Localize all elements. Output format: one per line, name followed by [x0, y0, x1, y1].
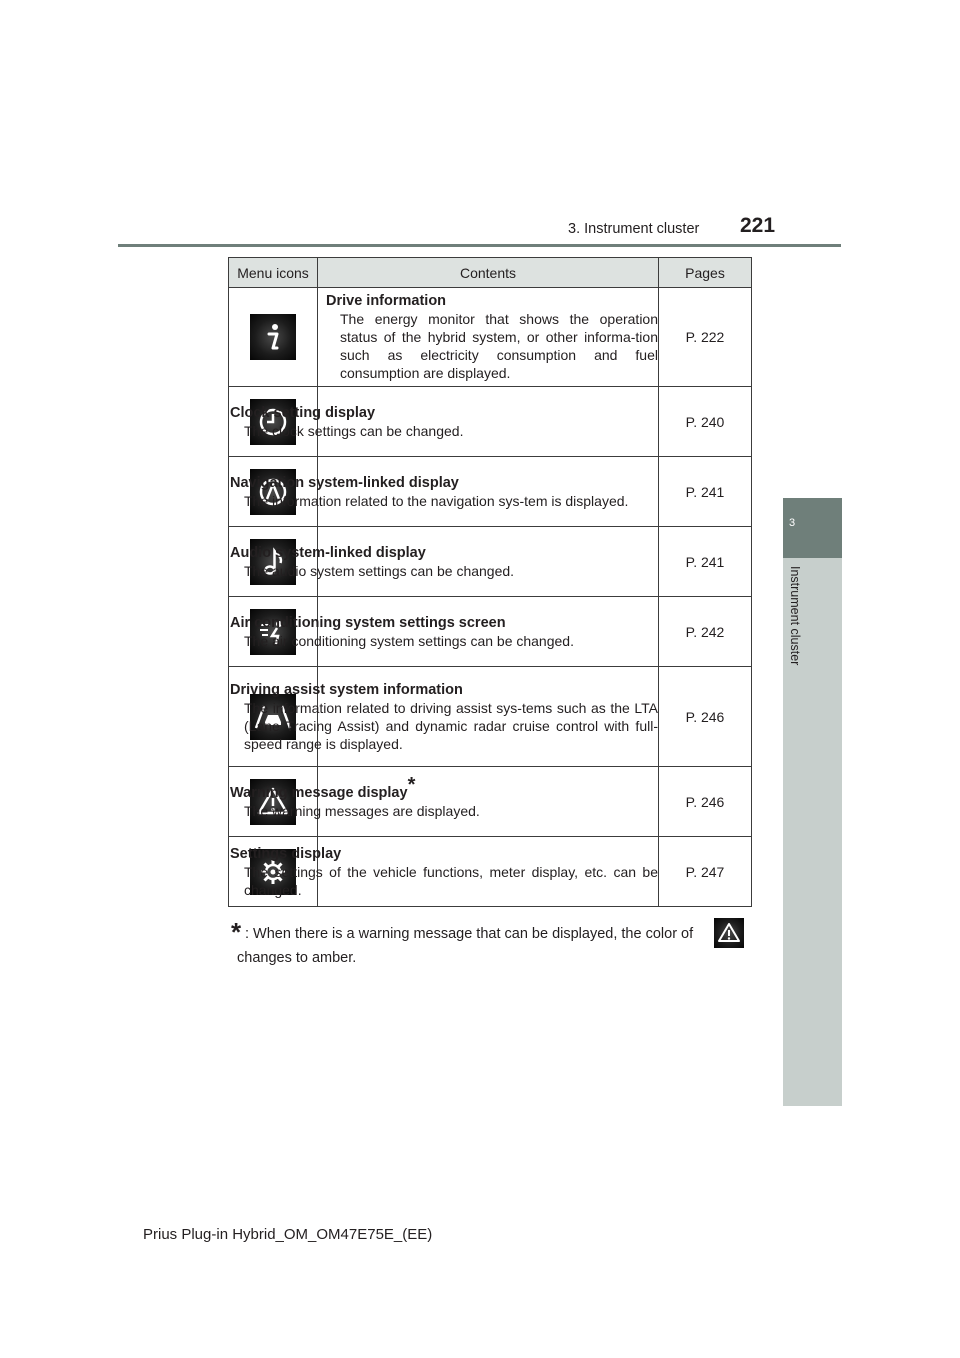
info-icon	[250, 314, 296, 360]
column-header-contents: Contents	[318, 258, 659, 288]
footnote-text-continued: changes to amber.	[237, 950, 357, 966]
table-row	[229, 288, 752, 387]
item-title: Clock setting display	[230, 404, 376, 421]
page-reference: P. 222	[659, 288, 752, 387]
page-reference: P. 246	[659, 767, 752, 837]
table-row	[229, 597, 752, 667]
table-row	[229, 667, 752, 767]
item-title: Navigation system-linked display	[230, 474, 459, 491]
footnote-text: : When there is a warning message that can be displayed, the color of	[245, 926, 694, 942]
item-description: The energy monitor that shows the operation status of the hybrid system, or other informa-tion such as electricity consumption and fuel consumption are displayed.	[340, 311, 658, 381]
table-row	[229, 387, 752, 457]
table-row	[229, 767, 752, 837]
page-reference: P. 241	[659, 457, 752, 527]
item-title: Settings display	[230, 845, 342, 862]
warning-triangle-icon	[714, 918, 744, 948]
item-description: The information related to the navigation sys-tem is displayed.	[244, 492, 629, 509]
page-reference: P. 242	[659, 597, 752, 667]
item-description: The settings of the vehicle functions, meter display, etc. can be changed.	[244, 863, 658, 898]
table-row	[229, 457, 752, 527]
page-reference: P. 241	[659, 527, 752, 597]
table-row	[229, 527, 752, 597]
item-description: The clock settings can be changed.	[244, 422, 464, 439]
page-reference: P. 246	[659, 667, 752, 767]
item-description: The warning messages are displayed.	[244, 802, 480, 819]
item-title: Audio system-linked display	[230, 544, 426, 561]
footer-document-id: Prius Plug-in Hybrid_OM_OM47E75E_(EE)	[143, 1226, 433, 1243]
chapter-number: 3	[789, 517, 796, 529]
table-header-row	[229, 258, 752, 288]
menu-icons-table	[228, 257, 752, 907]
chapter-label: Instrument cluster	[788, 566, 802, 666]
item-description: The information related to driving assist sys-tems such as the LTA (Lane Tracing Assist) and dynamic radar cruise control with full-speed range is displayed.	[244, 699, 658, 752]
column-header-menu-icons: Menu icons	[229, 258, 318, 288]
header-rule	[118, 244, 841, 247]
column-header-pages: Pages	[659, 258, 752, 288]
item-description: The air conditioning system settings can be changed.	[244, 632, 574, 649]
item-title: Drive information	[326, 293, 447, 309]
page-reference: P. 247	[659, 837, 752, 907]
footnote-star: *	[231, 917, 242, 947]
item-title: Driving assist system information	[230, 681, 463, 698]
footnote-marker: *	[407, 773, 416, 796]
item-description: The audio system settings can be changed.	[244, 562, 515, 579]
header-section: 3. Instrument cluster	[568, 221, 700, 237]
item-title: Warning message display	[230, 784, 408, 801]
page-number: 221	[740, 214, 776, 237]
table-row	[229, 837, 752, 907]
page-reference: P. 240	[659, 387, 752, 457]
item-title: Air conditioning system settings screen	[230, 614, 506, 631]
